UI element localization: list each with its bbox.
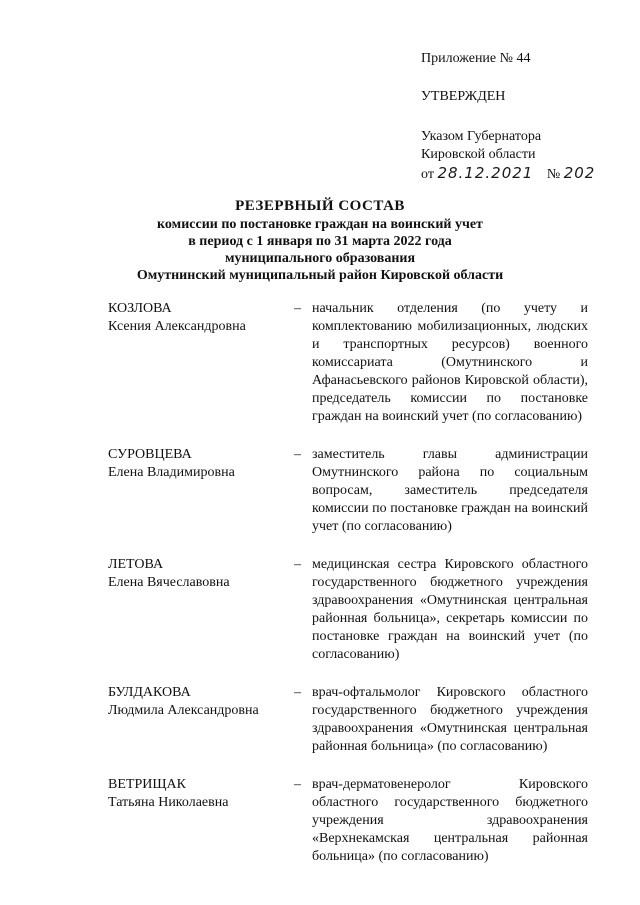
member-name	[108, 776, 294, 866]
member-name	[108, 684, 294, 756]
date-prefix: от	[421, 167, 434, 182]
appendix-number: Приложение № 44	[421, 51, 531, 66]
handwritten-number: 202	[563, 164, 596, 182]
number-prefix: №	[546, 167, 561, 182]
member-surname: БУЛДАКОВА	[108, 685, 191, 700]
member-given-name: Елена Владимировна	[108, 465, 235, 480]
member-role: начальник отделения (по учету и комплектованию мобилизационных, людских и транспортных ресурсов) военного комиссариата (Омутнинского и Афанасьевского районов Кировской области), председатель комиссии по постановке граждан на воинский учет (по согласованию)	[312, 301, 588, 424]
document-title	[0, 198, 640, 284]
member-row	[108, 776, 588, 866]
member-row	[108, 446, 588, 536]
members-list	[108, 300, 588, 886]
member-dash: –	[294, 447, 301, 462]
member-dash: –	[294, 777, 301, 792]
member-row	[108, 684, 588, 756]
title-line-3: муниципального образования	[224, 251, 416, 266]
approved-label: УТВЕРЖДЕН	[421, 89, 506, 104]
member-dash: –	[294, 557, 301, 572]
decree-line-2: Кировской области	[421, 147, 536, 162]
title-line-4: Омутнинский муниципальный район Кировской области	[136, 268, 504, 283]
member-role: врач-дерматовенеролог Кировского областного государственного бюджетного учреждения здравоохранения «Верхнекамская центральная районная больница» (по согласованию)	[312, 777, 588, 864]
title-main: РЕЗЕРВНЫЙ СОСТАВ	[235, 198, 405, 214]
member-surname: КОЗЛОВА	[108, 301, 172, 316]
member-given-name: Ксения Александровна	[108, 319, 246, 334]
member-dash: –	[294, 685, 301, 700]
decree-line-1: Указом Губернатора	[421, 129, 542, 144]
handwritten-date: 28.12.2021	[437, 164, 534, 182]
member-dash: –	[294, 301, 301, 316]
member-surname: СУРОВЦЕВА	[108, 447, 192, 462]
member-row	[108, 556, 588, 664]
member-given-name: Елена Вячеславовна	[108, 575, 230, 590]
approval-stamp	[421, 50, 621, 184]
member-surname: ЛЕТОВА	[108, 557, 164, 572]
member-name	[108, 556, 294, 664]
member-given-name: Людмила Александровна	[108, 703, 259, 718]
member-given-name: Татьяна Николаевна	[108, 795, 229, 810]
member-role: врач-офтальмолог Кировского областного государственного бюджетного учреждения здравоохранения «Омутнинская центральная районная больница» (по согласованию)	[312, 685, 588, 754]
member-name	[108, 300, 294, 426]
title-line-2: в период с 1 января по 31 марта 2022 года	[188, 234, 452, 249]
member-role: медицинская сестра Кировского областного государственного бюджетного учреждения здравоохранения «Омутнинская центральная районная больница», секретарь комиссии по постановке граждан на воинский учет (по согласованию)	[312, 557, 588, 662]
member-row	[108, 300, 588, 426]
decree-date-line	[421, 164, 621, 184]
title-line-1: комиссии по постановке граждан на воинский учет	[157, 217, 483, 232]
member-role: заместитель главы администрации Омутнинского района по социальным вопросам, заместитель председателя комиссии по постановке граждан на воинский учет (по согласованию)	[312, 447, 588, 534]
member-name	[108, 446, 294, 536]
member-surname: ВЕТРИЩАК	[108, 777, 186, 792]
